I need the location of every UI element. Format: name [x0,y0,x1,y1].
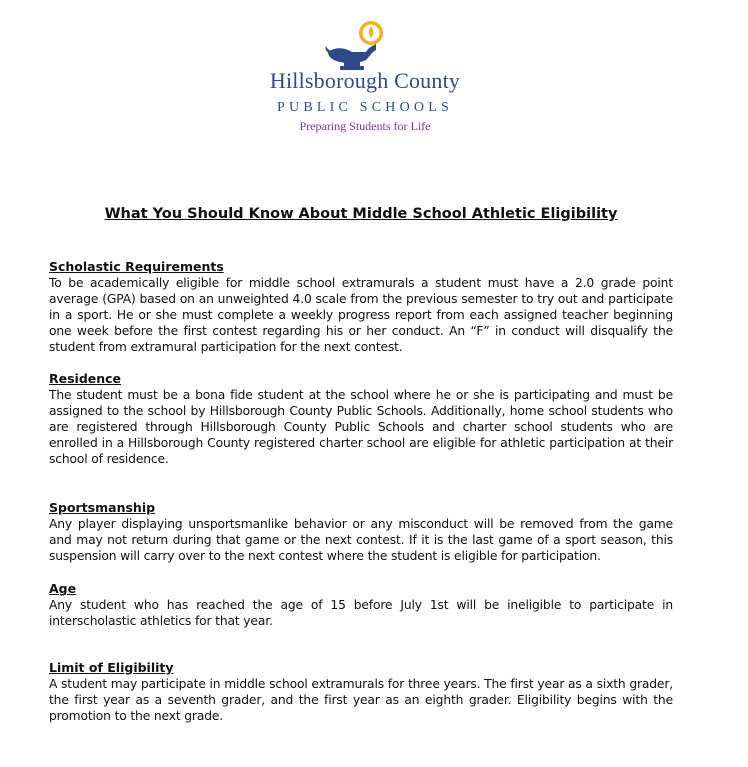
section-heading: Sportsmanship [49,500,156,515]
district-logo [250,18,480,138]
section-body: Any student who has reached the age of 15 before July 1st will be ineligible to participate in interscholastic athletics for that year. [49,598,673,629]
section-residence [49,371,673,467]
section-limit-of-eligibility [49,660,673,724]
section-body: Any player displaying unsportsmanlike behavior or any misconduct will be removed from the game and may not return during that game or the next contest. If it is the last game of a sport season, this suspension will carry over to the next contest where the student is eligible for participation. [49,517,673,564]
document-title: What You Should Know About Middle School Athletic Eligibility [104,206,618,222]
district-tagline: Preparing Students for Life [299,119,431,133]
section-heading: Age [49,581,77,596]
section-heading: Scholastic Requirements [49,259,224,274]
district-subtitle: PUBLIC SCHOOLS [277,100,453,115]
section-scholastic [49,259,673,355]
section-sportsmanship [49,500,673,564]
district-name: Hillsborough County [269,68,461,93]
section-body: To be academically eligible for middle school extramurals a student must have a 2.0 grade point average (GPA) based on an unweighted 4.0 scale from the previous semester to try out and participate in a sport. He or she must complete a weekly progress report from each assigned teacher beginning one week before the first contest regarding his or her conduct. An “F” in conduct will disqualify the student from extramural participation for the next contest. [49,276,673,355]
section-age [49,581,673,629]
section-heading: Limit of Eligibility [49,660,174,675]
section-body: The student must be a bona fide student at the school where he or she is participating and must be assigned to the school by Hillsborough County Public Schools. Additionally, home school students who are registered through Hillsborough County Public Schools and charter school students who are enrolled in a Hillsborough County registered charter school are eligible for athletic participation at their school of residence. [49,388,673,467]
section-heading: Residence [49,371,122,386]
section-body: A student may participate in middle school extramurals for three years. The first year as a sixth grader, the first year as a seventh grader, and the first year as an eighth grader. Eligibility begins with the promotion to the next grade. [49,677,673,724]
